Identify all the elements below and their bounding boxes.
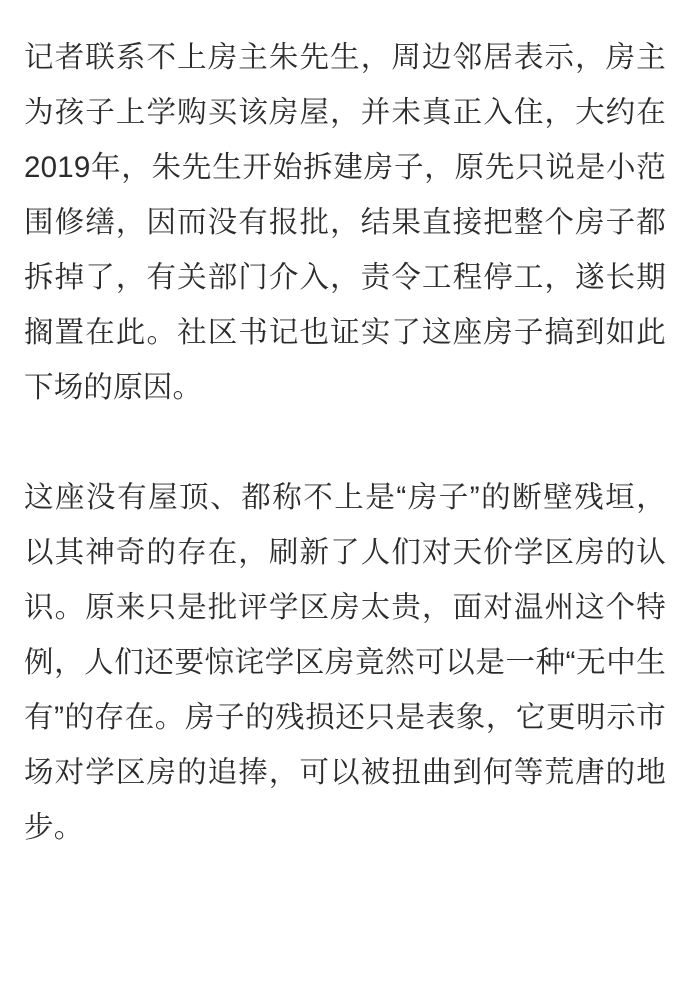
article-paragraph-1: 记者联系不上房主朱先生，周边邻居表示，房主为孩子上学购买该房屋，并未真正入住，大约在2019年，朱先生开始拆建房子，原先只说是小范围修缮，因而没有报批，结果直接把整个房子都拆掉了，有关部门介入，责令工程停工，遂长期搁置在此。社区书记也证实了这座房子搞到如此下场的原因。 [24, 41, 666, 404]
article-paragraph-2: 这座没有屋顶、都称不上是“房子”的断壁残垣，以其神奇的存在，刷新了人们对天价学区房的认识。原来只是批评学区房太贵，面对温州这个特例，人们还要惊诧学区房竟然可以是一种“无中生有”的存在。房子的残损还只是表象，它更明示市场对学区房的追捧，可以被扭曲到何等荒唐的地步。 [24, 481, 666, 844]
